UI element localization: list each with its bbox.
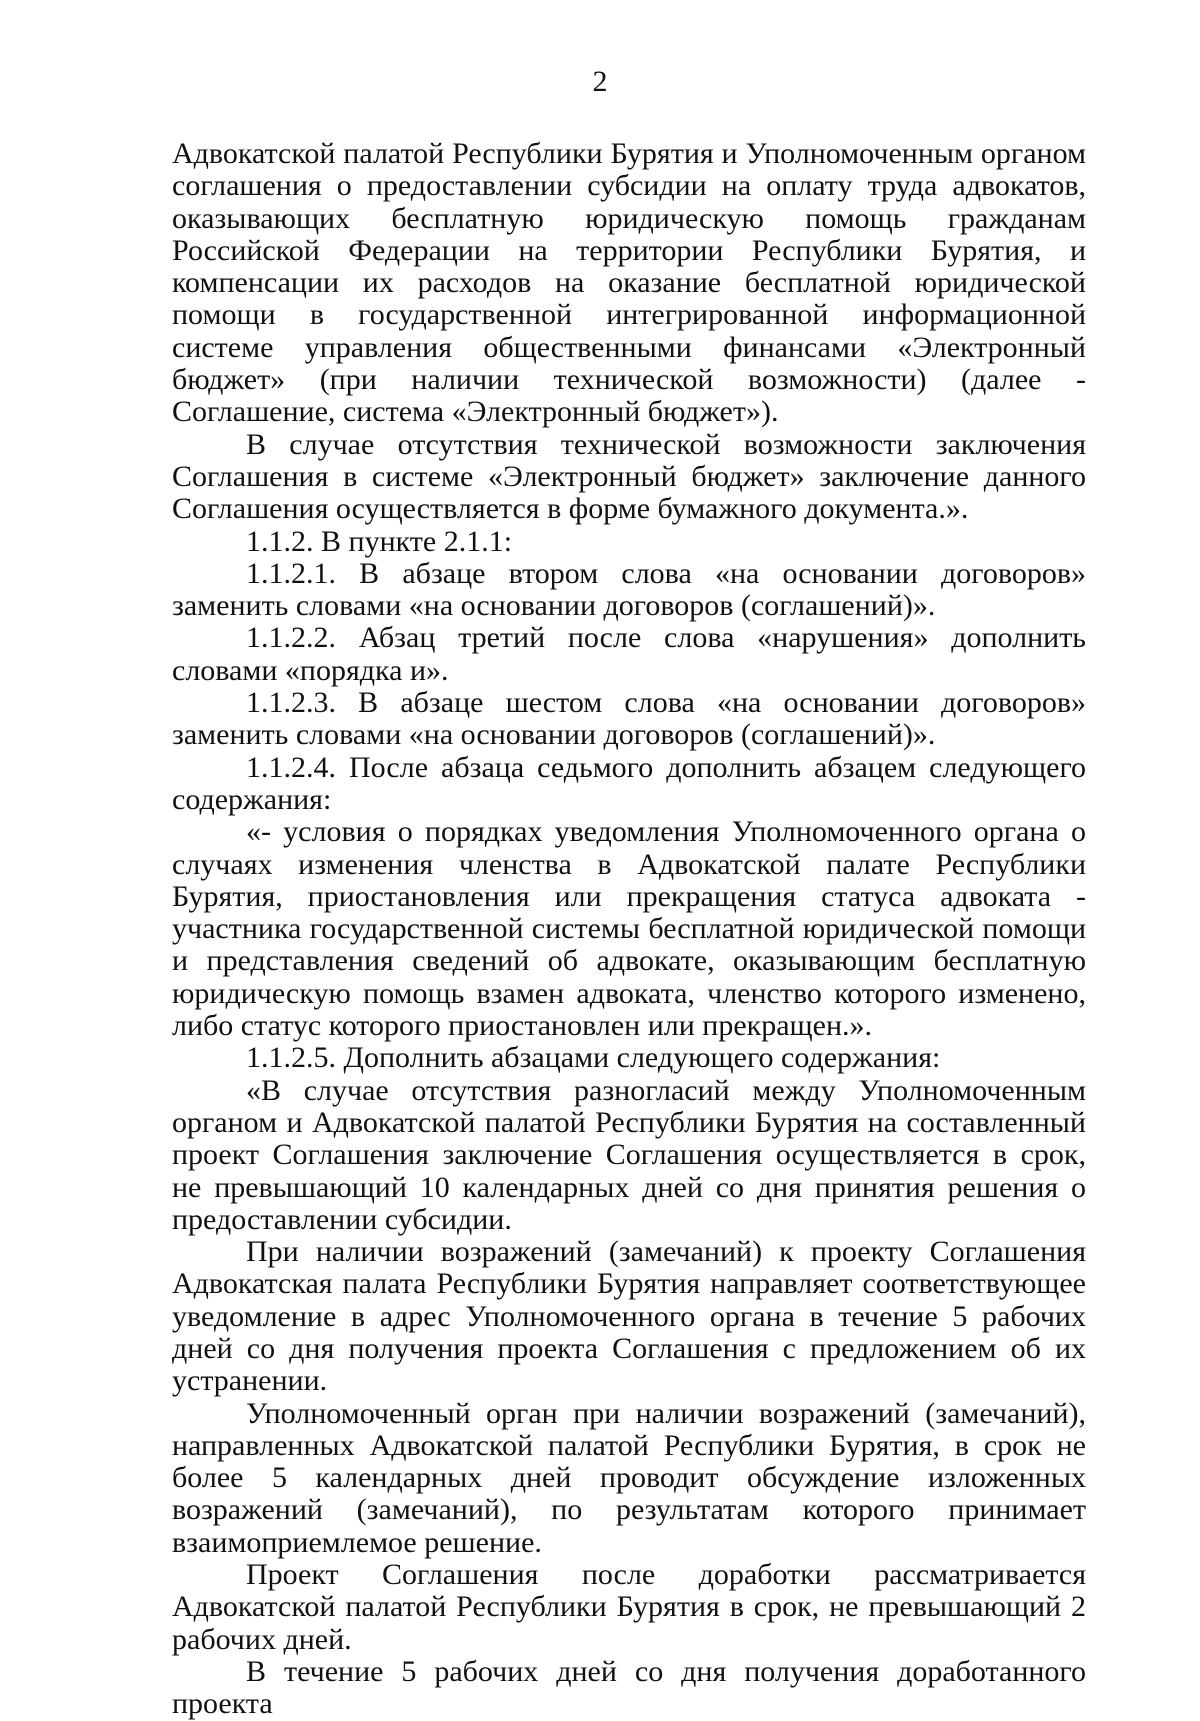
paragraph-9: 1.1.2.5. Дополнить абзацами следующего содержания: <box>246 1041 941 1075</box>
paragraph-6: 1.1.2.3. В абзаце шестом слова «на основании договоров» заменить словами «на основании договоров (соглашений)». <box>172 686 1086 752</box>
paragraph-4: 1.1.2.1. В абзаце втором слова «на основании договоров» заменить словами «на основании договоров (соглашений)». <box>172 556 1086 623</box>
paragraph-7: 1.1.2.4. После абзаца седьмого дополнить абзацем следующего содержания: <box>172 750 1086 816</box>
page-number: 2 <box>592 65 608 98</box>
document-body <box>172 138 1086 1721</box>
paragraph-11: При наличии возражений (замечаний) к проекту Соглашения Адвокатская палата Республики Бурятия направляет соответствующее уведомление в адрес Уполномоченного органа в течение 5 рабочих дней со дня получения проекта Соглашения с предложением об их устранении. <box>172 1235 1086 1398</box>
paragraph-5: 1.1.2.2. Абзац третий после слова «нарушения» дополнить словами «порядка и». <box>172 621 1086 687</box>
paragraph-2: В случае отсутствия технической возможности заключения Соглашения в системе «Электронный бюджет» заключение данного Соглашения осуществляется в форме бумажного документа.». <box>172 427 1086 526</box>
paragraph-8: «- условия о порядках уведомления Уполномоченного органа о случаях изменения членства в Адвокатской палате Республики Бурятия, приостановления или прекращения статуса адвоката - участника государственной системы бесплатной юридической помощи и представления сведений об адвокате, оказывающим бесплатную юридическую помощь взамен адвоката, членство которого изменено, либо статус которого приостановлен или прекращен.». <box>172 815 1086 1043</box>
paragraph-3: 1.1.2. В пункте 2.1.1: <box>246 524 513 558</box>
paragraph-1: Адвокатской палатой Республики Бурятия и Уполномоченным органом соглашения о предоставлении субсидии на оплату труда адвокатов, оказывающих бесплатную юридическую помощь гражданам Российской Федерации на территории Республики Бурятия, и компенсации их расходов на оказание бесплатной юридической помощи в государственной интегрированной информационной системе управления общественными финансами «Электронный бюджет» (при наличии технической возможности) (далее - Соглашение, система «Электронный бюджет»). <box>172 137 1086 429</box>
paragraph-10: «В случае отсутствия разногласий между Уполномоченным органом и Адвокатской палатой Республики Бурятия на составленный проект Соглашения заключение Соглашения осуществляется в срок, не превышающий 10 календарных дней со дня принятия решения о предоставлении субсидии. <box>172 1073 1086 1236</box>
paragraph-12: Уполномоченный орган при наличии возражений (замечаний), направленных Адвокатской палатой Республики Бурятия, в срок не более 5 календарных дней проводит обсуждение изложенных возражений (замечаний), по результатам которого принимает взаимоприемлемое решение. <box>172 1396 1086 1559</box>
paragraph-13: Проект Соглашения после доработки рассматривается Адвокатской палатой Республики Бурятия в срок, не превышающий 2 рабочих дней. <box>172 1558 1086 1656</box>
paragraph-14: В течение 5 рабочих дней со дня получения доработанного проекта <box>172 1654 1086 1721</box>
